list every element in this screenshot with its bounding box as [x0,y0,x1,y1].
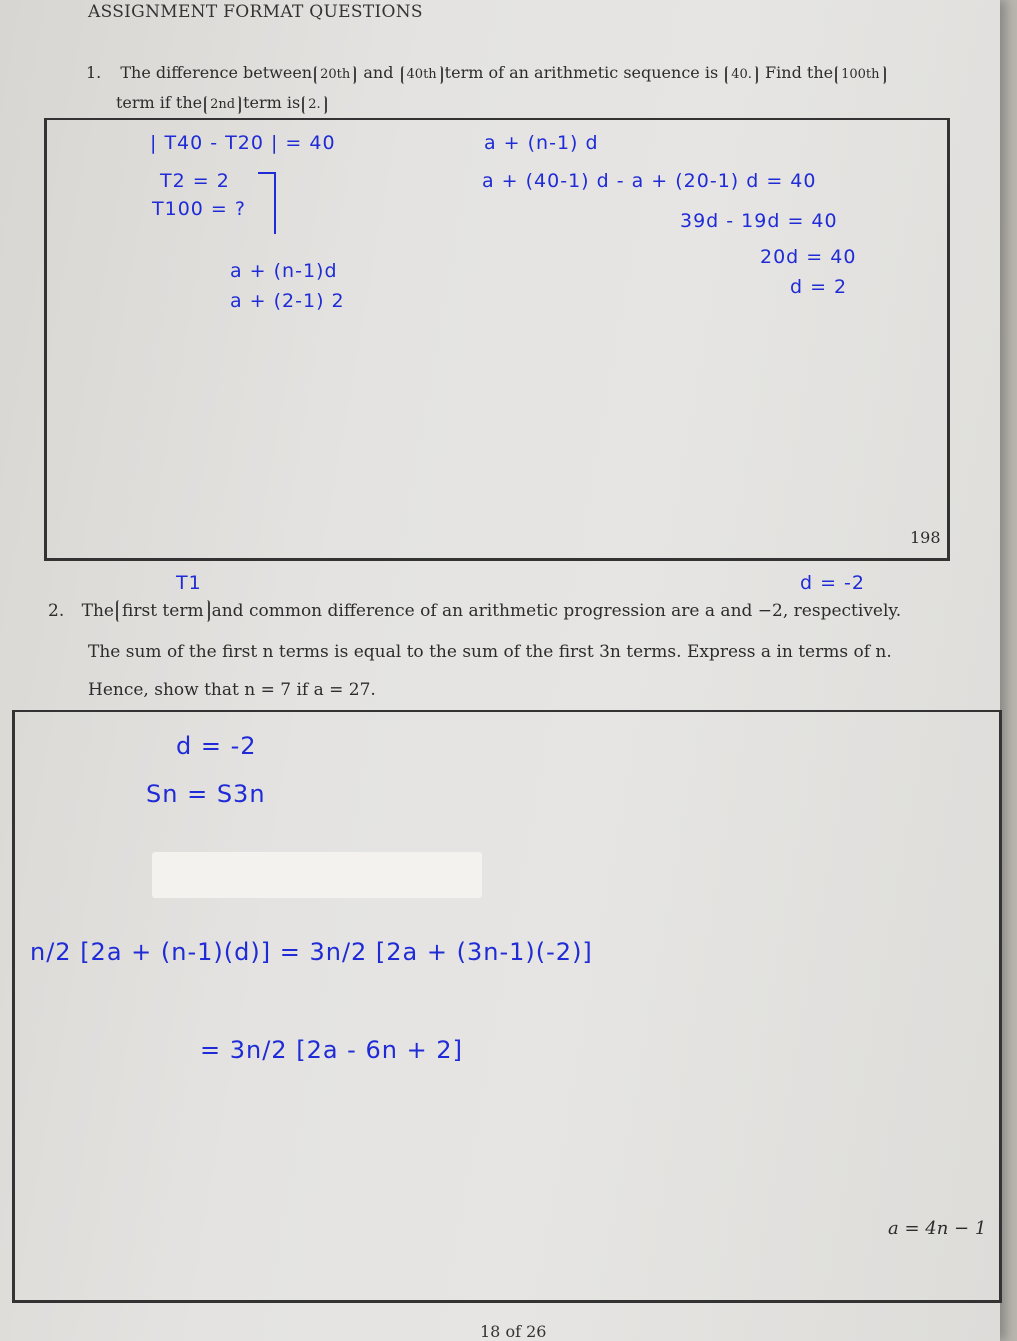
hw-q2-sums: Sn = S3n [146,780,266,808]
q1-text-f: term is [243,93,301,112]
question-2-number: 2. [48,601,65,621]
q1-answer: 198 [910,528,941,547]
question-2-line-1 [48,600,901,622]
q1-text-b: and [363,63,394,82]
hw-q2-equation: n/2 [2a + (n-1)(d)] = 3n/2 [2a + (3n-1)(-2)] [30,938,593,966]
q1-bracket-2nd: 2nd [204,96,241,114]
hw-q1-t100: T100 = ? [152,198,246,220]
hw-q1-right-d: d = 2 [790,276,848,298]
hw-q1-t2: T2 = 2 [160,170,230,192]
hw-q1-right-subtraction: a + (40-1) d - a + (20-1) d = 40 [482,170,817,192]
page-heading: ASSIGNMENT FORMAT QUESTIONS [88,2,423,22]
page-number: 18 of 26 [480,1322,547,1341]
q1-bracket-2: 2. [302,96,326,114]
q1-text-a: The difference between [120,63,313,82]
hw-q2-simplified: = 3n/2 [2a - 6n + 2] [200,1036,463,1064]
hw-q1-substitution: a + (2-1) 2 [230,290,345,312]
q1-text-d: Find the [765,63,834,82]
hw-q2-d: d = -2 [176,732,257,760]
q1-bracket-40th: 40th [401,66,443,84]
correction-tape [152,852,482,898]
q1-text-c: term of an arithmetic sequence is [444,63,719,82]
hw-q1-right-formula: a + (n-1) d [484,132,599,154]
q1-bracket-40: 40. [725,66,758,84]
question-1 [86,58,966,118]
q1-bracket-20th: 20th [314,66,356,84]
q2-line-1-rest: and common difference of an arithmetic progression are a and −2, respectively. [211,601,902,621]
question-2-line-3: Hence, show that n = 7 if a = 27. [88,680,376,700]
hw-d-note: d = -2 [800,572,866,594]
q2-first-term-box: first term [116,600,210,622]
question-1-number: 1. [86,63,102,82]
question-2-line-2: The sum of the first n terms is equal to the sum of the first 3n terms. Express a in terms of n. [88,642,892,662]
q2-answer: a = 4n − 1 [888,1218,987,1239]
hw-q1-difference: | T40 - T20 | = 40 [150,132,336,154]
q1-bracket-100th: 100th [835,66,885,84]
hw-t1-note: T1 [176,572,202,594]
q1-text-e: term if the [116,93,203,112]
hw-q1-formula: a + (n-1)d [230,260,338,282]
hw-q1-right-simplify: 39d - 19d = 40 [680,210,838,232]
hw-q1-right-20d: 20d = 40 [760,246,857,268]
q2-text-the: The [81,601,114,621]
hw-arrow [258,172,276,234]
